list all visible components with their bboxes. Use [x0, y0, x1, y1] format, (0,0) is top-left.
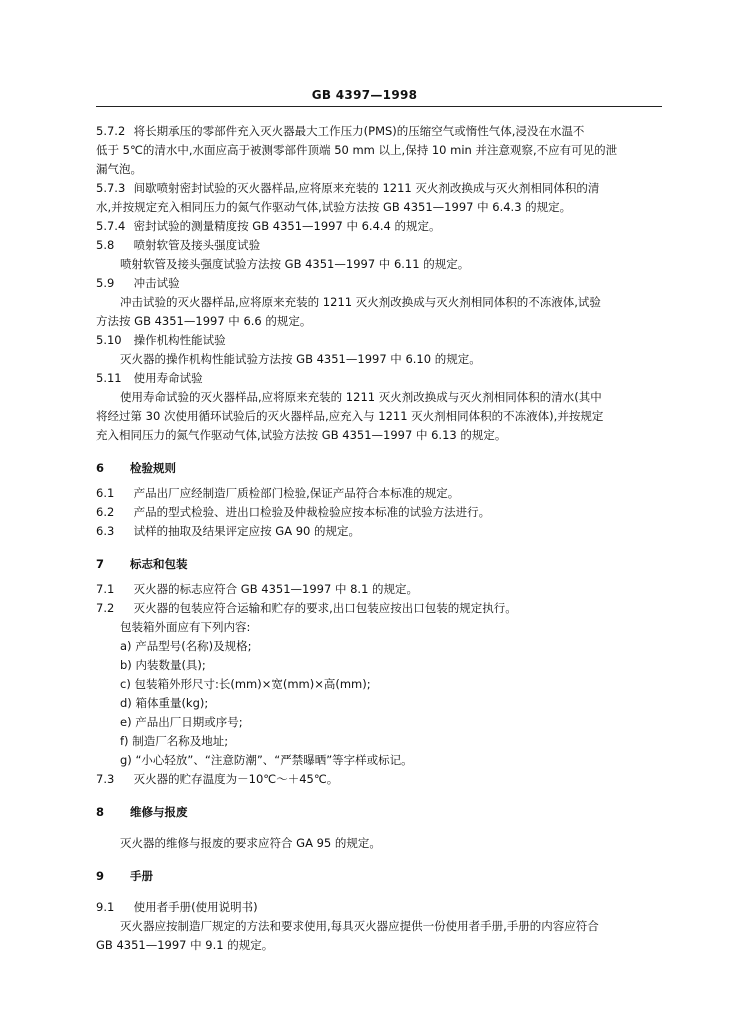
- page-header: GB 4397—1998: [311, 88, 418, 102]
- clause-text: 灭火器的贮存温度为－10℃～＋45℃。: [133, 772, 339, 786]
- clause-text: 冲击试验的灭火器样品,应将原来充装的 1211 灭火剂改换成与灭火剂相同体积的不冻液体,试验: [120, 295, 601, 309]
- clause-5-7-3: [96, 179, 662, 217]
- clause-number: 5.10: [96, 333, 122, 347]
- clause-5-10: [96, 331, 662, 369]
- clause-9-1: [96, 898, 662, 917]
- document-body: [96, 122, 662, 955]
- list-item: c) 包装箱外形尺寸:长(mm)×宽(mm)×高(mm);: [120, 677, 371, 691]
- clause-text: 灭火器的操作机构性能试验方法按 GB 4351—1997 中 6.10 的规定。: [120, 352, 481, 366]
- clause-text: 间歇喷射密封试验的灭火器样品,应将原来充装的 1211 灭火剂改换成与灭火剂相同体积的清: [133, 181, 600, 195]
- section-number: 9: [96, 869, 105, 883]
- list-item: a) 产品型号(名称)及规格;: [120, 639, 252, 653]
- list-item: g) “小心轻放”、“注意防潮”、“严禁曝晒”等字样或标记。: [120, 753, 413, 767]
- clause-text: 密封试验的测量精度按 GB 4351—1997 中 6.4.4 的规定。: [133, 219, 441, 233]
- clause-number: 7.2: [96, 601, 115, 615]
- clause-text: 使用寿命试验的灭火器样品,应将原来充装的 1211 灭火剂改换成与灭火剂相同体积的清水(其中: [120, 390, 602, 404]
- list-item: b) 内装数量(具);: [120, 658, 206, 672]
- clause-text: 将长期承压的零部件充入灭火器最大工作压力(PMS)的压缩空气或惰性气体,浸没在水温不: [133, 124, 585, 138]
- list-item: f) 制造厂名称及地址;: [120, 734, 229, 748]
- clause-number: 5.8: [96, 238, 115, 252]
- clause-7-3: [96, 770, 662, 789]
- clause-number: 7.3: [96, 772, 115, 786]
- clause-5-7-2: [96, 122, 662, 179]
- list-item: d) 箱体重量(kg);: [120, 696, 209, 710]
- clause-text: 充入相同压力的氮气作驱动气体,试验方法按 GB 4351—1997 中 6.13 的规定。: [96, 428, 507, 442]
- clause-6-3: [96, 522, 662, 541]
- clause-number: 5.9: [96, 276, 115, 290]
- clause-text: 灭火器的标志应符合 GB 4351—1997 中 8.1 的规定。: [133, 582, 419, 596]
- clause-number: 9.1: [96, 900, 115, 914]
- clause-text: 漏气泡。: [96, 162, 142, 176]
- clause-5-7-4: [96, 217, 662, 236]
- clause-text: 喷射软管及接头强度试验方法按 GB 4351—1997 中 6.11 的规定。: [120, 257, 470, 271]
- section-heading: [96, 459, 662, 478]
- clause-text: GB 4351—1997 中 9.1 的规定。: [96, 938, 274, 952]
- section-heading: [96, 803, 662, 822]
- clause-7-2: [96, 599, 662, 618]
- clause-6-1: [96, 484, 662, 503]
- section-heading: [96, 867, 662, 886]
- clause-number: 6.3: [96, 524, 115, 538]
- clause-5-8: [96, 236, 662, 274]
- clause-text: 产品的型式检验、进出口检验及仲裁检验应按本标准的试验方法进行。: [133, 505, 491, 519]
- clause-number: 5.7.2: [96, 124, 126, 138]
- clause-number: 7.1: [96, 582, 115, 596]
- clause-title: 使用者手册(使用说明书): [133, 900, 258, 914]
- clause-text: 试样的抽取及结果评定应按 GA 90 的规定。: [133, 524, 361, 538]
- section-title: 检验规则: [130, 461, 176, 475]
- section-number: 8: [96, 805, 105, 819]
- section-number: 6: [96, 461, 105, 475]
- clause-number: 5.11: [96, 371, 122, 385]
- clause-number: 6.1: [96, 486, 115, 500]
- section-6: [96, 459, 662, 541]
- clause-number: 5.7.3: [96, 181, 126, 195]
- clause-number: 5.7.4: [96, 219, 126, 233]
- clause-5-9: [96, 274, 662, 331]
- section-8: [96, 803, 662, 853]
- section-title: 手册: [130, 869, 153, 883]
- header-rule: [96, 106, 662, 107]
- section-heading: [96, 555, 662, 574]
- section-9: [96, 867, 662, 955]
- clause-title: 操作机构性能试验: [133, 333, 226, 347]
- clause-7-1: [96, 580, 662, 599]
- clause-title: 喷射软管及接头强度试验: [133, 238, 261, 252]
- section-number: 7: [96, 557, 105, 571]
- clause-text: 水,并按规定充入相同压力的氮气作驱动气体,试验方法按 GB 4351—1997 中 6.4.3 的规定。: [96, 200, 572, 214]
- clause-text: 灭火器应按制造厂规定的方法和要求使用,每具灭火器应提供一份使用者手册,手册的内容应符合: [120, 919, 599, 933]
- clause-text: 灭火器的维修与报废的要求应符合 GA 95 的规定。: [120, 836, 381, 850]
- section-title: 标志和包装: [130, 557, 188, 571]
- clause-title: 冲击试验: [133, 276, 180, 290]
- clause-6-2: [96, 503, 662, 522]
- clause-text: 灭火器的包装应符合运输和贮存的要求,出口包装应按出口包装的规定执行。: [133, 601, 517, 615]
- section-title: 维修与报废: [130, 805, 188, 819]
- clause-text: 产品出厂应经制造厂质检部门检验,保证产品符合本标准的规定。: [133, 486, 460, 500]
- clause-title: 使用寿命试验: [133, 371, 203, 385]
- clause-5-11: [96, 369, 662, 445]
- clause-number: 6.2: [96, 505, 115, 519]
- box-intro: 包装箱外面应有下列内容:: [120, 620, 251, 634]
- section-7: [96, 555, 662, 789]
- list-item: e) 产品出厂日期或序号;: [120, 715, 243, 729]
- clause-text: 低于 5℃的清水中,水面应高于被测零部件顶端 50 mm 以上,保持 10 min 并注意观察,不应有可见的泄: [96, 143, 618, 157]
- clause-text: 方法按 GB 4351—1997 中 6.6 的规定。: [96, 314, 312, 328]
- clause-text: 将经过第 30 次使用循环试验后的灭火器样品,应充入与 1211 灭火剂相同体积的不冻液体),并按规定: [96, 409, 604, 423]
